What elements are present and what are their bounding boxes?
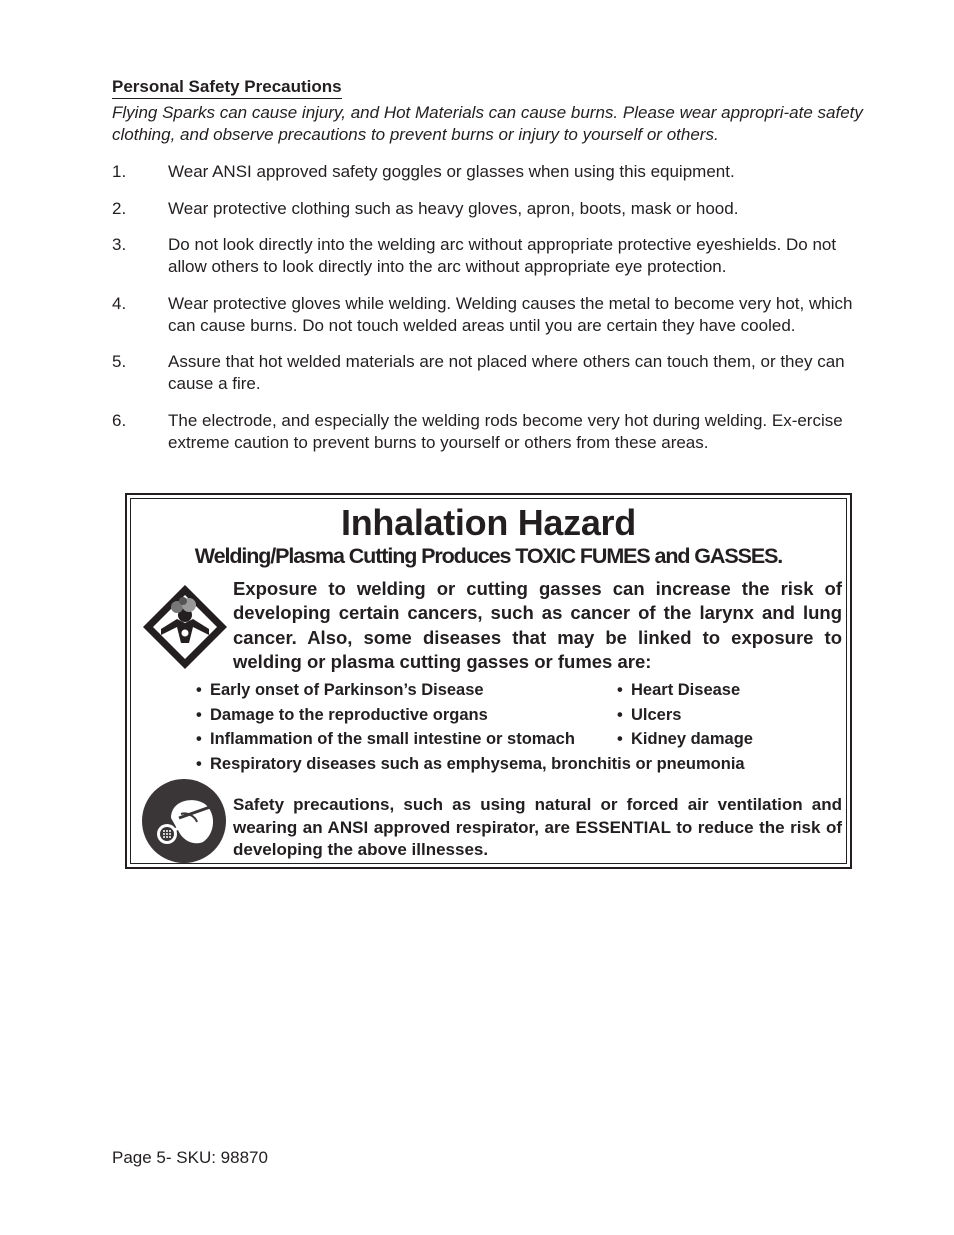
bullet-text: Heart Disease	[631, 681, 741, 699]
section-heading: Personal Safety Precautions	[112, 77, 342, 99]
list-item	[617, 706, 681, 731]
item-text: Wear protective gloves while welding. Welding causes the metal to become very hot, which can cause burns. Do not touch welded areas until you are certain they have cooled.	[168, 293, 853, 335]
list-item	[112, 351, 872, 395]
bullet-row	[196, 755, 846, 780]
bullet-marker: •	[196, 755, 202, 774]
bullet-row	[196, 706, 846, 731]
bullet-marker: •	[617, 730, 623, 749]
bullet-row	[196, 730, 846, 755]
list-item	[112, 234, 872, 278]
list-item	[196, 706, 617, 731]
list-item	[617, 681, 740, 706]
item-text: Wear ANSI approved safety goggles or glasses when using this equipment.	[168, 162, 735, 181]
hazard-exposure-paragraph: Exposure to welding or cutting gasses can increase the risk of developing certain cancers, such as cancer of the larynx and lung cancer. Also, some diseases that may be linked to exposure to welding or plasma cutting gasses or fumes are:	[233, 578, 842, 672]
bullet-text: Kidney damage	[631, 730, 753, 749]
intro-paragraph: Flying Sparks can cause injury, and Hot Materials can cause burns. Please wear appropri-ate safety clothing, and observe precautions to prevent burns or injury to yourself or others.	[112, 103, 863, 144]
bullet-marker: •	[617, 681, 623, 699]
bullet-row	[196, 681, 846, 706]
list-item	[112, 293, 872, 337]
page-footer: Page 5- SKU: 98870	[112, 1148, 268, 1167]
item-text: The electrode, and especially the welding rods become very hot during welding. Ex-ercise extreme caution to prevent burns to yourself or others from these areas.	[168, 410, 843, 452]
bullet-text: Early onset of Parkinson’s Disease	[210, 681, 484, 699]
inhalation-hazard-box	[125, 493, 852, 869]
bullet-marker: •	[196, 730, 202, 749]
bullet-marker: •	[617, 705, 623, 724]
bullet-marker: •	[196, 681, 202, 699]
item-number: 5.	[112, 352, 127, 371]
precautions-list	[112, 161, 872, 468]
list-item	[112, 410, 872, 454]
list-item	[196, 730, 617, 755]
disease-bullet-list	[196, 681, 846, 780]
hazard-box-inner-border	[130, 498, 847, 864]
item-number: 6.	[112, 410, 127, 430]
bullet-marker: •	[196, 705, 202, 724]
respirator-mask-icon	[141, 778, 227, 864]
list-item	[112, 198, 872, 220]
list-item	[196, 755, 745, 780]
hazard-precaution-paragraph: Safety precautions, such as using natural or forced air ventilation and wearing an ANSI approved respirator, are ESSENTIAL to reduce the risk of developing the above illnesses.	[233, 795, 842, 859]
bullet-text: Respiratory diseases such as emphysema, bronchitis or pneumonia	[210, 755, 745, 774]
item-text: Assure that hot welded materials are not placed where others can touch them, or they can cause a fire.	[168, 352, 845, 393]
bullet-text: Damage to the reproductive organs	[210, 705, 488, 724]
bullet-text: Ulcers	[631, 705, 682, 724]
item-number: 3.	[112, 235, 127, 254]
item-number: 4.	[112, 293, 127, 313]
hazard-title: Inhalation Hazard	[341, 502, 636, 543]
item-number: 2.	[112, 198, 127, 218]
list-item	[196, 681, 617, 706]
item-text: Do not look directly into the welding arc without appropriate protective eyeshields. Do not allow others to look directly into the arc without appropriate eye protection.	[168, 235, 837, 276]
hazard-subtitle: Welding/Plasma Cutting Produces TOXIC FUMES and GASSES.	[194, 544, 783, 568]
item-number: 1.	[112, 162, 127, 181]
bullet-text: Inflammation of the small intestine or stomach	[210, 730, 575, 749]
list-item	[112, 161, 872, 183]
toxic-fumes-warning-icon	[141, 583, 229, 671]
item-text: Wear protective clothing such as heavy gloves, apron, boots, mask or hood.	[168, 198, 739, 218]
list-item	[617, 730, 753, 755]
